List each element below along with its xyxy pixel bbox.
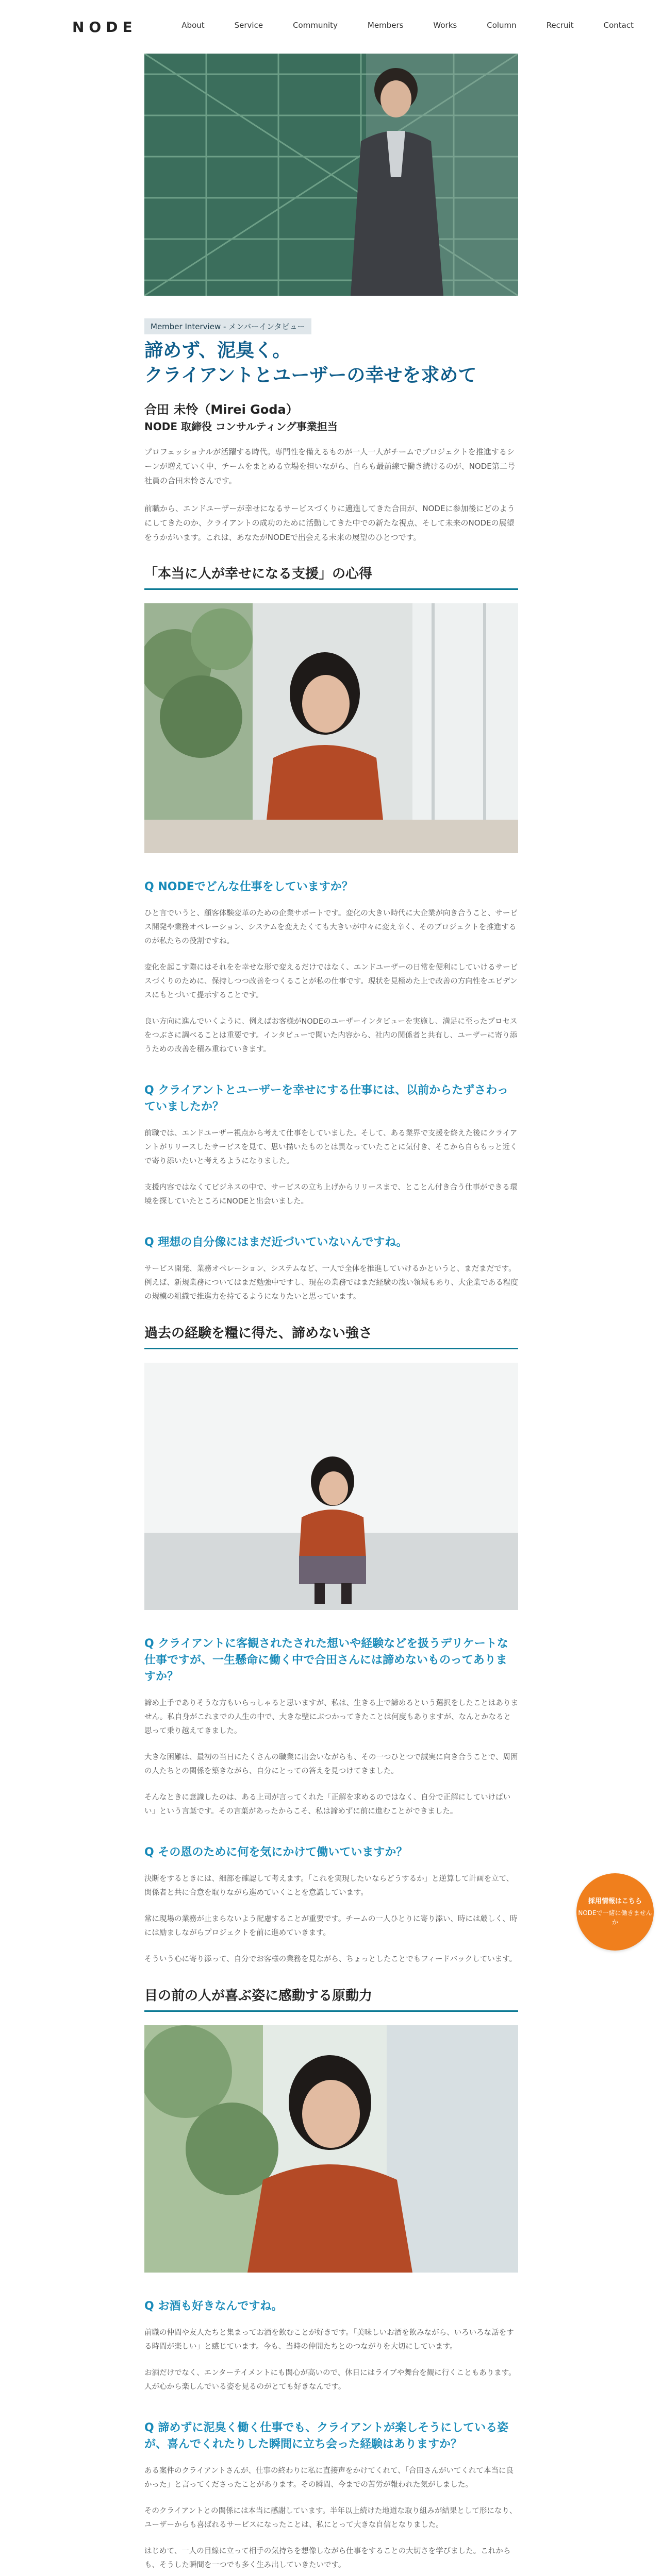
nav-item-community[interactable]: Community (293, 21, 338, 30)
answer-6-p1: 前職の仲間や友人たちと集まってお酒を飲むことが好きです。「美味しいお酒を飲みながら、いろいろな話をする時間が楽しい」と感じています。今も、当時の仲間たちとのつながりを大切にしています。 (144, 2329, 514, 2351)
nav-item-contact[interactable]: Contact (603, 21, 634, 30)
question-1: Q NODEでどんな仕事をしていますか？ (144, 880, 353, 893)
section-heading-1: 「本当に人が幸せになる支援」の心得 (144, 563, 518, 590)
site-logo[interactable]: NODE (72, 19, 137, 36)
question-7: Q 諦めずに泥臭く働く仕事でも、クライアントが楽しそうにしている姿が、喜んでくれたりした瞬間に立ち会った経験はありますか？ (144, 2421, 509, 2451)
person-name: 合田 未怜（Mirei Goda） (144, 402, 299, 417)
main-nav (152, 21, 634, 30)
article (144, 54, 518, 2576)
answer-4-p1: 諦め上手でありそうな方もいらっしゃると思いますが、私は、生きる上で諦めるという選択をしたことはありません。私自身がこれまでの人生の中で、大きな壁にぶつかってきたことは何度もありますが、なんとかなると思って乗り越えてきました。 (144, 1699, 518, 1735)
answer-1-p2: 変化を起こす際にはそれをを幸せな形で変えるだけではなく、エンドユーザーの日常を便利にしていけるサービスづくりのために、保持しつつ改善をつくることが私の仕事です。現状を見極めた上で改善の方向性をエビデンスにもとづいて提示することです。 (144, 963, 518, 999)
nav-item-works[interactable]: Works (433, 21, 457, 30)
nav-item-about[interactable]: About (181, 21, 205, 30)
question-5: Q その恩のために何を気にかけて働いていますか？ (144, 1846, 408, 1859)
recruit-badge-line2: NODEで一緒に働きませんか (578, 1909, 652, 1926)
article-title (144, 338, 518, 388)
question-6: Q お酒も好きなんですね。 (144, 2300, 283, 2313)
article-title-line2: クライアントとユーザーの幸せを求めて (144, 365, 477, 386)
interview-photo-2 (144, 1363, 518, 1610)
nav-item-column[interactable]: Column (487, 21, 517, 30)
question-3: Q 理想の自分像にはまだ近づいていないんですね。 (144, 1236, 408, 1249)
nav-item-recruit[interactable]: Recruit (546, 21, 574, 30)
interview-tag: Member Interview - メンバーインタビュー (144, 318, 311, 334)
nav-item-service[interactable]: Service (234, 21, 263, 30)
interview-photo-1 (144, 603, 518, 853)
answer-5-p3: そういう心に寄り添って、自分でお客様の業務を見ながら、ちょっとしたことでもフィードバックしています。 (144, 1955, 517, 1963)
answer-1-p1: ひと言でいうと、顧客体験変革のための企業サポートです。変化の大きい時代に大企業が向き合うこと、サービス開発や業務オペレーション、システムを変えたくても大きいが中々に変え辛く、そのプロジェクトを推進するのが私たちの役割ですね。 (144, 909, 518, 945)
answer-3-p1: サービス開発、業務オペレーション、システムなど、一人で全体を推進していけるかというと、まだまだです。例えば、新規業務についてはまだ勉強中ですし、現在の業務ではまだ経験の浅い領域もあり、大企業である程度の規模の組織で推進力を持てるようになりたいと思っています。 (144, 1265, 518, 1301)
recruit-badge-button[interactable] (576, 1873, 654, 1951)
section-heading-2: 過去の経験を糧に得た、諦めない強さ (144, 1323, 518, 1349)
answer-2-p2: 支援内容ではなくてビジネスの中で、サービスの立ち上げからリリースまで、とことん付き合う仕事ができる環境を探していたところにNODEと出会いました。 (144, 1183, 518, 1206)
answer-7-p3: はじめて、一人の目線に立って相手の気持ちを想像しながら仕事をすることの大切さを学びました。これからも、そうした瞬間を一つでも多く生み出していきたいです。 (144, 2547, 511, 2569)
answer-6-p2: お酒だけでなく、エンターテイメントにも関心が高いので、休日にはライブや舞台を観に行くこともあります。人が心から楽しんでいる姿を見るのがとても好きなんです。 (144, 2369, 516, 2391)
nav-item-members[interactable]: Members (367, 21, 404, 30)
recruit-badge-line1: 採用情報はこちら (588, 1897, 642, 1905)
article-title-line1: 諦めず、泥臭く。 (144, 340, 291, 361)
person-role: NODE 取締役 コンサルティング事業担当 (144, 420, 338, 433)
hero-photo (144, 54, 518, 296)
question-2: Q クライアントとユーザーを幸せにする仕事には、以前からたずさわっていましたか？ (144, 1084, 508, 1113)
section-heading-3: 目の前の人が喜ぶ姿に感動する原動力 (144, 1985, 518, 2012)
lead-paragraph-1: プロフェッショナルが活躍する時代。専門性を備えるものが一人一人がチームでプロジェクトを推進するシーンが増えていく中、チームをまとめる立場を担いながら、自らも最前線で働き続けるのが、NODE第二号社員の合田未怜さんです。 (144, 447, 515, 485)
lead-paragraph-2: 前職から、エンドユーザーが幸せになるサービスづくりに邁進してきた合田が、NODEに参加後にどのようにしてきたのか、クライアントの成功のために活動してきた中での新たな視点、そして未来のNODEの展望をうかがいます。これは、あなたがNODEで出会える未来の展望のひとつです。 (144, 504, 515, 542)
answer-7-p2: そのクライアントとの関係には本当に感謝しています。半年以上続けた地道な取り組みが結果として形になり、ユーザーからも喜ばれるサービスになったことは、私にとって大きな自信となりました。 (144, 2507, 517, 2529)
answer-4-p3: そんなときに意識したのは、ある上司が言ってくれた「正解を求めるのではなく、自分で正解にしていけばいい」という言葉です。その言葉があったからこそ、私は諦めずに前に進むことができました。 (144, 1793, 511, 1816)
question-4: Q クライアントに客観されたされた想いや経験などを扱うデリケートな仕事ですが、一生懸命に働く中で合田さんには諦めないものってありますか？ (144, 1637, 508, 1683)
answer-1-p3: 良い方向に進んでいくように、例えばお客様がNODEのユーザーインタビューを実施し、満足に至ったプロセスをつぶさに調べることは重要です。インタビューで聞いた内容から、社内の関係者と共有し、ユーザーに寄り添うための改善を積み重ねていきます。 (144, 1018, 518, 1054)
answer-5-p1: 決断をするときには、細部を確認して考えます。「これを実現したいならどうするか」と逆算して計画を立て、関係者と共に合意を取りながら進めていくことを意識しています。 (144, 1875, 514, 1897)
answer-7-p1: ある案件のクライアントさんが、仕事の終わりに私に直接声をかけてくれて、「合田さんがいてくれて本当に良かった」と言ってくださったことがあります。その瞬間、今までの苦労が報われた気がしました。 (144, 2467, 514, 2489)
answer-2-p1: 前職では、エンドユーザー視点から考えて仕事をしていました。そして、ある業界で支援を終えた後にクライアントがリリースしたサービスを見て、思い描いたものとは異なっていたことに気付き、そこから自らもっと近くで寄り添いたいと考えるようになりました。 (144, 1129, 518, 1165)
site-header (0, 0, 662, 54)
answer-4-p2: 大きな困難は、最初の当日にたくさんの職業に出会いながらも、その一つひとつで誠実に向き合うことで、周囲の人たちとの関係を築きながら、自分にとっての答えを見つけてきました。 (144, 1753, 518, 1775)
answer-5-p2: 常に現場の業務が止まらないよう配慮することが重要です。チームの一人ひとりに寄り添い、時には厳しく、時には励ましながらプロジェクトを前に進めていきます。 (144, 1915, 518, 1937)
interview-photo-3 (144, 2025, 518, 2273)
